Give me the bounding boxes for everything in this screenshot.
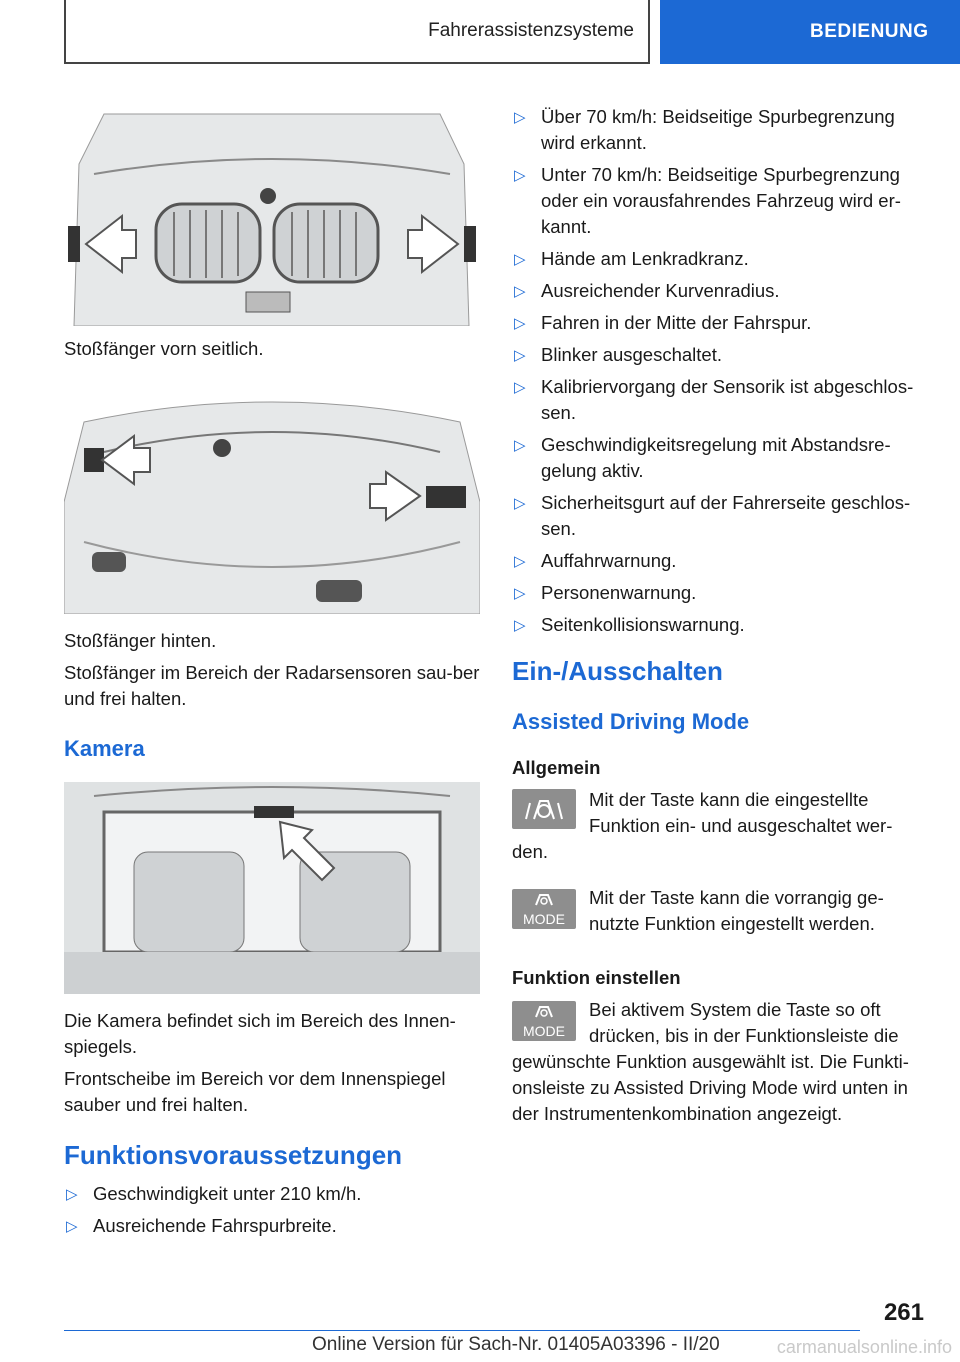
para-windscreen: Frontscheibe im Bereich vor dem Innenspiegel sauber und frei halten. xyxy=(64,1068,446,1115)
einstellen-text-b: gewünschte Funktion ausgewählt ist. Die Funkti-onsleiste zu Assisted Driving Mode wird unten in der Instrumentenkombination angezeigt. xyxy=(512,1051,909,1124)
triangle-bullet-icon: ▷ xyxy=(514,379,526,396)
triangle-bullet-icon: ▷ xyxy=(514,495,526,512)
allgemein-text-2: Mit der Taste kann die vorrangig ge-nutzte Funktion eingestellt werden. xyxy=(589,887,884,934)
triangle-bullet-icon: ▷ xyxy=(514,251,526,268)
heading-allgemein: Allgemein xyxy=(512,757,601,778)
list-item-text: Kalibriervorgang der Sensorik ist abgeschlos-sen. xyxy=(541,376,914,423)
header-section xyxy=(64,0,650,64)
mode-label: MODE xyxy=(523,911,565,927)
list-item xyxy=(512,310,924,336)
list-item-text: Ausreichende Fahrspurbreite. xyxy=(93,1215,337,1236)
allgemein-block-2 xyxy=(512,885,924,937)
mode-button-icon xyxy=(512,889,576,929)
left-column xyxy=(64,104,480,1245)
einstellen-text: Bei aktivem System die Taste so oft drücken, bis in der Funktionsleiste die xyxy=(589,999,899,1046)
rear-bumper-image xyxy=(64,392,480,614)
list-item xyxy=(512,432,924,484)
heading-funktion-einstellen: Funktion einstellen xyxy=(512,967,681,988)
camera-image xyxy=(64,782,480,994)
list-item-text: Geschwindigkeit unter 210 km/h. xyxy=(93,1183,362,1204)
allgemein-block-1 xyxy=(512,787,924,865)
triangle-bullet-icon: ▷ xyxy=(514,283,526,300)
list-item-text: Auffahrwarnung. xyxy=(541,550,677,571)
list-item-text: Über 70 km/h: Beidseitige Spurbegrenzung wird erkannt. xyxy=(541,106,895,153)
para-bumper-clean: Stoßfänger im Bereich der Radarsensoren sau-ber und frei halten. xyxy=(64,662,480,709)
triangle-bullet-icon: ▷ xyxy=(514,347,526,364)
list-item xyxy=(512,490,924,542)
mode-label: MODE xyxy=(523,1023,565,1039)
list-item-text: Blinker ausgeschaltet. xyxy=(541,344,722,365)
triangle-bullet-icon: ▷ xyxy=(66,1218,78,1235)
list-item xyxy=(512,246,924,272)
list-item xyxy=(512,342,924,368)
triangle-bullet-icon: ▷ xyxy=(514,617,526,634)
allgemein-text-1b: den. xyxy=(512,841,549,862)
triangle-bullet-icon: ▷ xyxy=(514,167,526,184)
list-item xyxy=(512,548,924,574)
footer-divider xyxy=(64,1330,860,1331)
list-item xyxy=(64,1181,480,1207)
heading-assisted-driving-mode: Assisted Driving Mode xyxy=(512,709,750,734)
page-number: 261 xyxy=(883,1299,924,1326)
list-item xyxy=(64,1213,480,1239)
left-list xyxy=(64,1181,480,1239)
triangle-bullet-icon: ▷ xyxy=(514,315,526,332)
front-bumper-image xyxy=(64,104,480,326)
list-item xyxy=(512,104,924,156)
list-item-text: Ausreichender Kurvenradius. xyxy=(541,280,780,301)
triangle-bullet-icon: ▷ xyxy=(514,109,526,126)
heading-kamera: Kamera xyxy=(64,736,145,761)
list-item-text: Hände am Lenkradkranz. xyxy=(541,248,749,269)
heading-ein-ausschalten: Ein-/Ausschalten xyxy=(512,656,723,686)
header-section-label: Fahrerassistenzsysteme xyxy=(428,20,634,41)
triangle-bullet-icon: ▷ xyxy=(514,437,526,454)
list-item-text: Fahren in der Mitte der Fahrspur. xyxy=(541,312,812,333)
heading-funktionsvoraussetzungen: Funktionsvoraussetzungen xyxy=(64,1140,403,1170)
list-item-text: Unter 70 km/h: Beidseitige Spurbegrenzung oder ein vorausfahrendes Fahrzeug wird er-kannt. xyxy=(541,164,901,237)
para-camera-location: Die Kamera befindet sich im Bereich des Innen-spiegels. xyxy=(64,1010,456,1057)
list-item xyxy=(512,580,924,606)
right-column xyxy=(512,104,924,1127)
triangle-bullet-icon: ▷ xyxy=(514,553,526,570)
watermark: carmanualsonline.info xyxy=(776,1337,952,1357)
list-item xyxy=(512,374,924,426)
caption-rear: Stoßfänger hinten. xyxy=(64,630,217,651)
list-item-text: Personenwarnung. xyxy=(541,582,697,603)
caption-front: Stoßfänger vorn seitlich. xyxy=(64,338,264,359)
online-version: Online Version für Sach-Nr. 01405A03396 - II/20 xyxy=(312,1334,720,1355)
header-chapter-label: BEDIENUNG xyxy=(810,21,929,42)
right-list xyxy=(512,104,924,638)
triangle-bullet-icon: ▷ xyxy=(66,1186,78,1203)
allgemein-text-1: Mit der Taste kann die eingestellte Funktion ein- und ausgeschaltet wer- xyxy=(589,789,893,836)
list-item xyxy=(512,162,924,240)
list-item xyxy=(512,278,924,304)
list-item-text: Seitenkollisionswarnung. xyxy=(541,614,745,635)
list-item xyxy=(512,612,924,638)
header-chapter xyxy=(660,0,960,64)
mode-button-icon xyxy=(512,1001,576,1041)
assist-button-icon xyxy=(512,789,576,829)
list-item-text: Geschwindigkeitsregelung mit Abstandsre-gelung aktiv. xyxy=(541,434,891,481)
triangle-bullet-icon: ▷ xyxy=(514,585,526,602)
list-item-text: Sicherheitsgurt auf der Fahrerseite geschlos-sen. xyxy=(541,492,911,539)
einstellen-block xyxy=(512,997,924,1127)
